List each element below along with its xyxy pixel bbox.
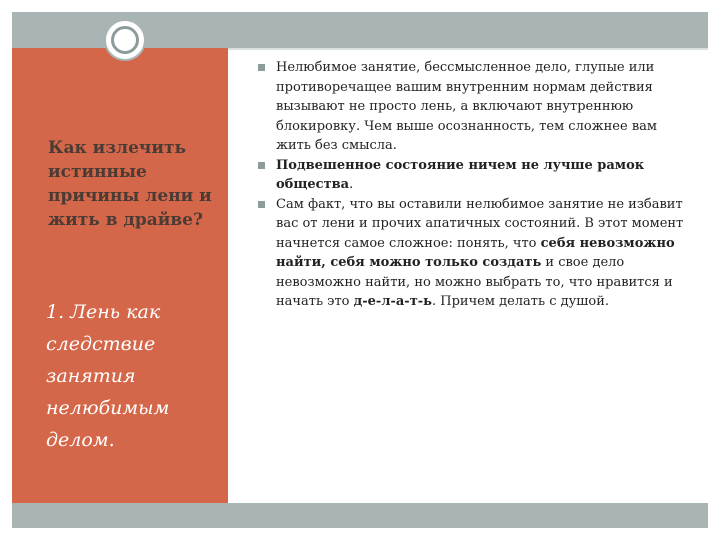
bullet-text: . xyxy=(349,177,354,192)
bullet-bold-text: себя невозможно найти, себя можно только создать xyxy=(276,235,675,270)
bullet-text: Нелюбимое занятие, бессмысленное дело, глупые или противоречащее вашим внутренним нормам действия вызывают не просто лень, а включают внутреннюю блокировку. Чем выше осознанность, тем сложнее вам жить без смысла. xyxy=(276,60,657,153)
square-bullet-icon xyxy=(258,64,265,71)
bullet-item xyxy=(258,195,688,312)
bullet-text: Сам факт, что вы оставили нелюбимое занятие не избавит вас от лени и прочих апатичных состояний. В этот момент начнется самое сложное: понять, что xyxy=(276,196,684,251)
slide-title: Как излечить истинные причины лени и жить в драйве? xyxy=(48,138,212,230)
bullet-item xyxy=(258,58,688,156)
square-bullet-icon xyxy=(258,162,265,169)
slide-subtitle: 1. Лень как следствие занятия нелюбимым делом. xyxy=(46,301,170,451)
footer-band xyxy=(12,503,708,528)
circle-badge-icon xyxy=(104,19,146,61)
bullet-text: и свое дело невозможно найти, но можно выбрать то, что нравится и начать это xyxy=(276,255,673,309)
square-bullet-icon xyxy=(258,201,265,208)
bullet-list xyxy=(258,58,688,312)
bullet-item xyxy=(258,156,688,195)
bullet-text: . Причем делать с душой. xyxy=(431,294,609,309)
content-area xyxy=(258,58,688,312)
bullet-bold-text: д-е-л-а-т-ь xyxy=(353,294,432,309)
bullet-bold-text: Подвешенное состояние ничем не лучше рамок общества xyxy=(276,157,645,192)
left-panel xyxy=(12,48,228,503)
